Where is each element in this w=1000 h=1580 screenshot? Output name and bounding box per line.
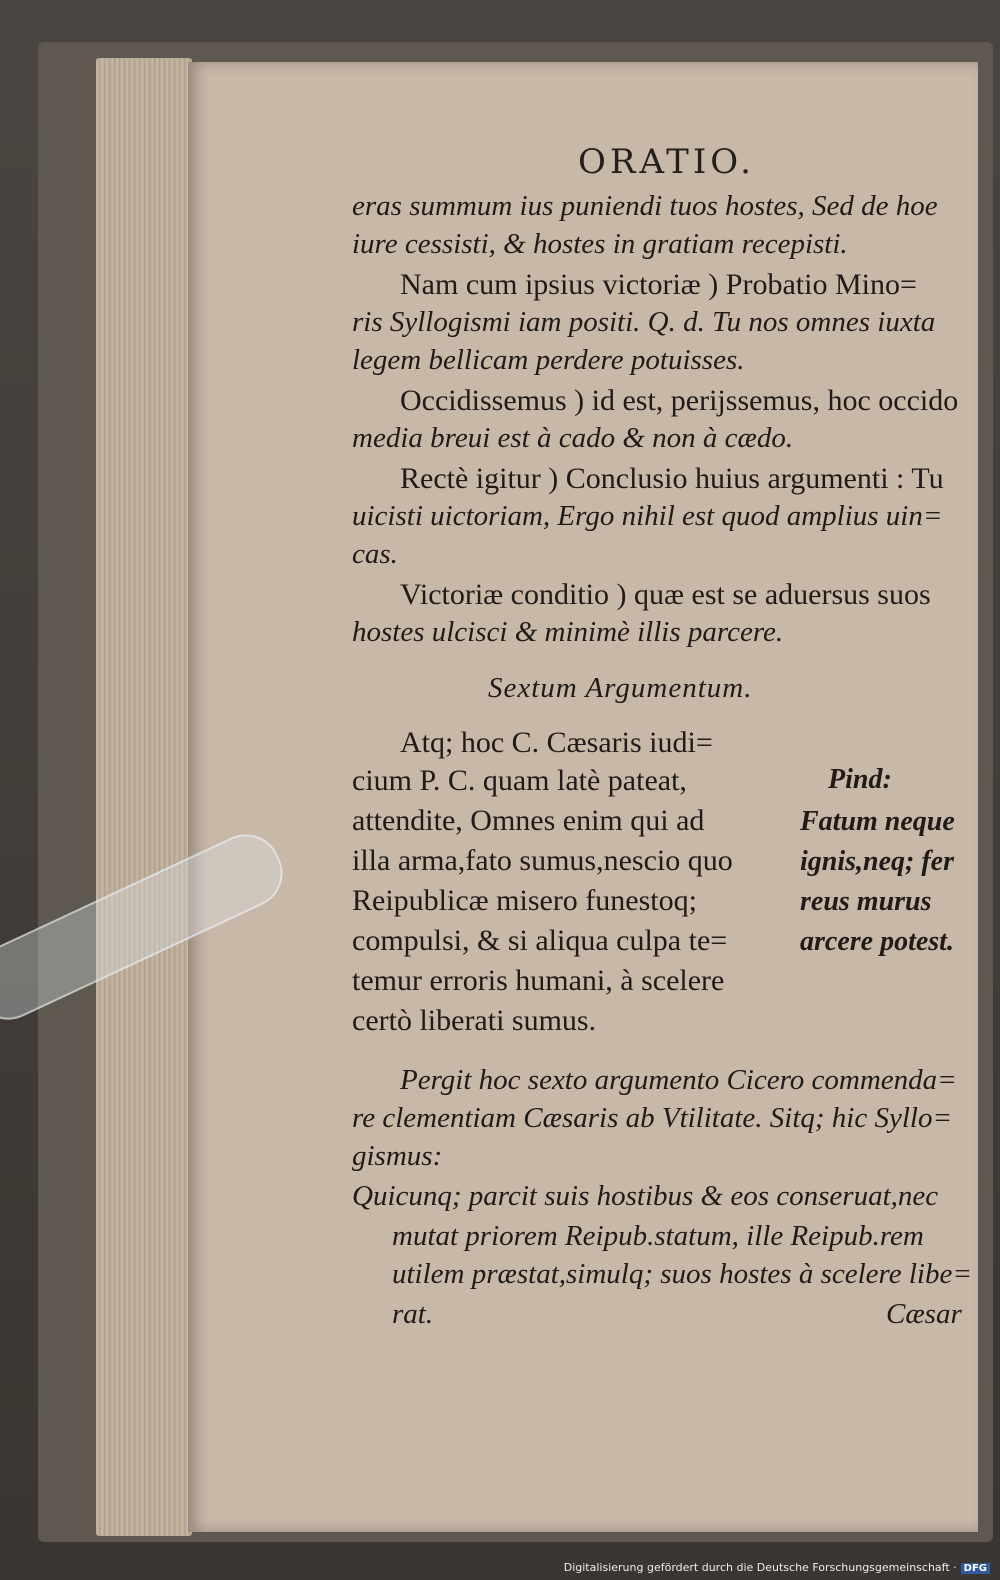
marginal-line: Pind:	[828, 764, 892, 795]
text-line: media breui est à cado & non à cædo.	[352, 422, 794, 454]
text-line: temur erroris humani, à scelere	[352, 964, 725, 997]
text-line: ris Syllogismi iam positi. Q. d. Tu nos omnes iuxta	[352, 306, 936, 338]
marginal-line: Fatum neque	[800, 806, 955, 837]
marginal-line: ignis,neq; fer	[800, 846, 954, 877]
catchword: Cæsar	[886, 1298, 962, 1330]
footer-text: Digitalisierung gefördert durch die Deutsche Forschungsgemeinschaft ·	[563, 1561, 957, 1574]
page-edges	[96, 58, 192, 1536]
text-line: Victoriæ conditio ) quæ est se aduersus suos	[400, 578, 931, 611]
section-heading: Sextum Argumentum.	[488, 672, 753, 704]
text-line: Pergit hoc sexto argumento Cicero commenda=	[400, 1064, 957, 1096]
text-line: Occidissemus ) id est, perijssemus, hoc occido	[400, 384, 959, 417]
digitization-footer	[564, 1561, 990, 1574]
running-head: ORATIO.	[578, 142, 755, 182]
text-line: legem bellicam perdere potuisses.	[352, 344, 745, 376]
text-line: compulsi, & si aliqua culpa te=	[352, 924, 728, 957]
marginal-line: arcere potest.	[800, 926, 954, 957]
text-line: cas.	[352, 538, 398, 570]
text-line: Nam cum ipsius victoriæ ) Probatio Mino=	[400, 268, 917, 301]
text-line: mutat priorem Reipub.statum, ille Reipub.rem	[392, 1220, 924, 1252]
text-line: hostes ulcisci & minimè illis parcere.	[352, 616, 784, 648]
marginal-line: reus murus	[800, 886, 932, 917]
dfg-logo-badge: DFG	[961, 1563, 990, 1574]
text-line: rat.	[392, 1298, 434, 1330]
text-line: utilem præstat,simulq; suos hostes à scelere libe=	[392, 1258, 972, 1290]
text-line: cium P. C. quam latè pateat,	[352, 764, 687, 797]
text-line: illa arma,fato sumus,nescio quo	[352, 844, 733, 877]
text-line: certò liberati sumus.	[352, 1004, 597, 1037]
text-line: Rectè igitur ) Conclusio huius argumenti : Tu	[400, 462, 944, 495]
text-line: eras summum ius puniendi tuos hostes, Sed de hoe	[352, 190, 938, 222]
text-line: iure cessisti, & hostes in gratiam recepisti.	[352, 228, 848, 260]
text-line: Quicunq; parcit suis hostibus & eos conseruat,nec	[352, 1180, 939, 1212]
text-line: uicisti uictoriam, Ergo nihil est quod amplius uin=	[352, 500, 943, 532]
text-line: gismus:	[352, 1140, 443, 1172]
text-line: attendite, Omnes enim qui ad	[352, 804, 705, 837]
text-line: Reipublicæ misero funestoq;	[352, 884, 697, 917]
text-line: re clementiam Cæsaris ab Vtilitate. Sitq; hic Syllo=	[352, 1102, 953, 1134]
text-line: Atq; hoc C. Cæsaris iudi=	[400, 726, 713, 759]
